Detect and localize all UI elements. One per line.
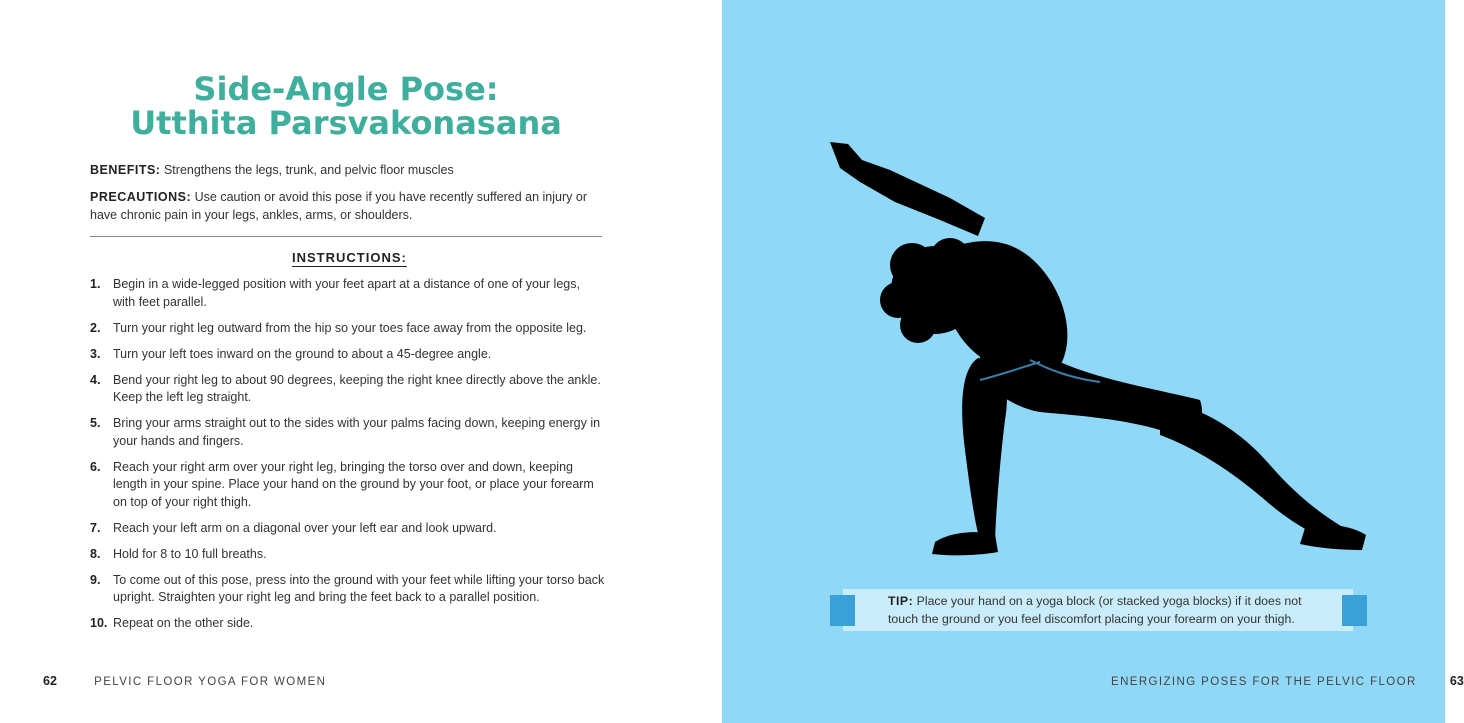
tip-text-block (888, 593, 1318, 628)
list-item (90, 372, 605, 407)
tip-label: TIP: (888, 594, 914, 608)
step-number: 2. (90, 320, 101, 335)
tip-tab-left (830, 595, 855, 626)
step-text: Hold for 8 to 10 full breaths. (113, 546, 267, 561)
raised-arm-icon (830, 142, 985, 236)
list-item (90, 415, 605, 450)
tip-tab-right (1342, 595, 1367, 626)
benefits-paragraph (90, 162, 605, 180)
step-text: Reach your left arm on a diagonal over your left ear and look upward. (113, 520, 497, 535)
step-number: 7. (90, 520, 101, 535)
page-number-left: 62 (43, 674, 57, 688)
precautions-paragraph (90, 189, 605, 224)
front-shin-icon (962, 358, 1007, 542)
precautions-label: PRECAUTIONS: (90, 190, 192, 204)
step-text: Turn your right leg outward from the hip so your toes face away from the opposite leg. (113, 320, 587, 335)
side-angle-pose-illustration (800, 130, 1380, 570)
precautions-text: Use caution or avoid this pose if you have recently suffered an injury or have chronic pain in your legs, ankles, arms, or shoulders. (90, 190, 587, 222)
step-number: 8. (90, 546, 101, 561)
list-item (90, 520, 605, 538)
list-item (90, 346, 605, 364)
pose-title-sanskrit: Utthita Parsvakonasana (130, 104, 562, 142)
step-text: Begin in a wide-legged position with your feet apart at a distance of one of your legs, with feet parallel. (113, 277, 580, 309)
step-number: 3. (90, 346, 101, 361)
front-foot-icon (932, 532, 998, 555)
step-number: 5. (90, 416, 101, 430)
back-leg-icon (1160, 400, 1348, 544)
list-item (90, 276, 605, 311)
step-text: Reach your right arm over your right leg, bringing the torso over and down, keeping length in your spine. Place your hand on the ground by your foot, or place your forearm on top of your right thigh. (113, 459, 594, 509)
step-text: Bend your right leg to about 90 degrees, keeping the right knee directly above the ankle. Keep the left leg straight. (113, 372, 601, 404)
step-number: 6. (90, 459, 101, 474)
step-text: Turn your left toes inward on the ground to about a 45-degree angle. (113, 346, 492, 361)
section-divider (90, 236, 602, 237)
pose-title (90, 72, 602, 140)
step-text: Repeat on the other side. (113, 616, 254, 630)
running-head-book-title: PELVIC FLOOR YOGA FOR WOMEN (94, 676, 327, 688)
step-number: 9. (90, 572, 101, 587)
list-item (90, 546, 605, 564)
list-item (90, 615, 605, 633)
page-number-right: 63 (1449, 674, 1464, 688)
benefits-label: BENEFITS: (90, 163, 161, 177)
step-number: 10. (90, 616, 108, 630)
list-item (90, 459, 605, 512)
instructions-heading: INSTRUCTIONS: (292, 250, 407, 265)
step-number: 1. (90, 277, 101, 291)
benefits-text: Strengthens the legs, trunk, and pelvic floor muscles (163, 163, 454, 177)
back-foot-icon (1300, 525, 1366, 550)
list-item (90, 572, 605, 607)
list-item (90, 320, 605, 338)
instructions-list (90, 276, 605, 641)
step-text: Bring your arms straight out to the sides with your palms facing down, keeping energy in your hands and fingers. (113, 416, 601, 448)
footer-left (43, 674, 326, 688)
pose-title-english: Side-Angle Pose: (193, 70, 499, 108)
step-number: 4. (90, 372, 101, 387)
running-head-section: ENERGIZING POSES FOR THE PELVIC FLOOR (1111, 676, 1417, 688)
tip-text: Place your hand on a yoga block (or stacked yoga blocks) if it does not touch the ground or you feel discomfort placing your forearm on your thigh. (888, 594, 1302, 626)
footer-right (1111, 674, 1464, 688)
step-text: To come out of this pose, press into the ground with your feet while lifting your torso back upright. Straighten your right leg and bring the feet back to a parallel position. (113, 572, 605, 604)
